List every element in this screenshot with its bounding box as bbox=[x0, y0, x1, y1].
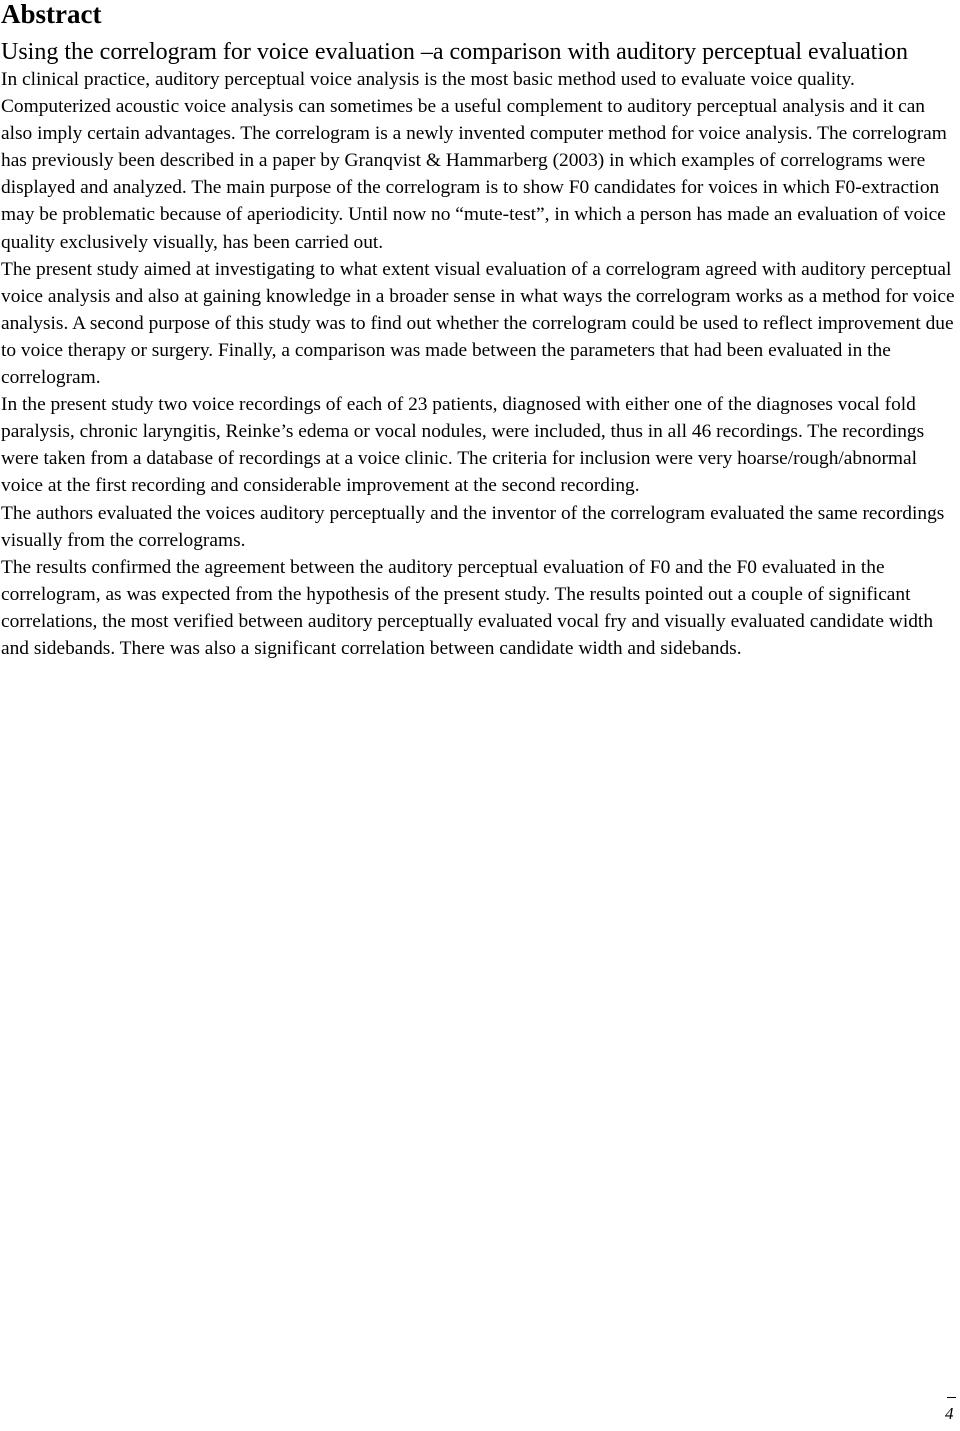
document-page bbox=[1, 0, 956, 662]
abstract-paragraph-2: The present study aimed at investigating to what extent visual evaluation of a correlogram agreed with auditory perceptual voice analysis and also at gaining knowledge in a broader sense in what ways the correlogram works as a method for voice analysis. A second purpose of this study was to find out whether the correlogram could be used to reflect improvement due to voice therapy or surgery. Finally, a comparison was made between the parameters that had been evaluated in the correlogram. bbox=[1, 258, 955, 389]
page-number-rule bbox=[947, 1397, 956, 1398]
abstract-paragraph-5: The results confirmed the agreement between the auditory perceptual evaluation of F0 and the F0 evaluated in the correlogram, as was expected from the hypothesis of the present study. The results pointed out a couple of significant correlations, the most verified between auditory perceptually evaluated vocal fry and visually evaluated candidate width and sidebands. There was also a significant correlation between candidate width and sidebands. bbox=[1, 556, 934, 659]
abstract-paragraph-1: In clinical practice, auditory perceptual voice analysis is the most basic method used to evaluate voice quality. Computerized acoustic voice analysis can sometimes be a useful complement to auditory perceptual analysis and it can also imply certain advantages. The correlogram is a newly invented computer method for voice analysis. The correlogram has previously been described in a paper by Granqvist & Hammarberg (2003) in which examples of correlograms were displayed and analyzed. The main purpose of the correlogram is to show F0 candidates for voices in which F0-extraction may be problematic because of aperiodicity. Until now no “mute-test”, in which a person has made an evaluation of voice quality exclusively visually, has been carried out. bbox=[1, 69, 947, 253]
section-heading: Abstract bbox=[1, 0, 102, 29]
page-number: 4 bbox=[945, 1404, 954, 1423]
abstract-paragraph-4: The authors evaluated the voices auditory perceptually and the inventor of the correlogram evaluated the same recordings visually from the correlograms. bbox=[1, 502, 945, 551]
paper-title: Using the correlogram for voice evaluation –a comparison with auditory perceptual evaluation bbox=[1, 39, 909, 65]
abstract-paragraph-3: In the present study two voice recordings of each of 23 patients, diagnosed with either one of the diagnoses vocal fold paralysis, chronic laryngitis, Reinke’s edema or vocal nodules, were included, thus in all 46 recordings. The recordings were taken from a database of recordings at a voice clinic. The criteria for inclusion were very hoarse/rough/abnormal voice at the first recording and considerable improvement at the second recording. bbox=[1, 394, 925, 497]
